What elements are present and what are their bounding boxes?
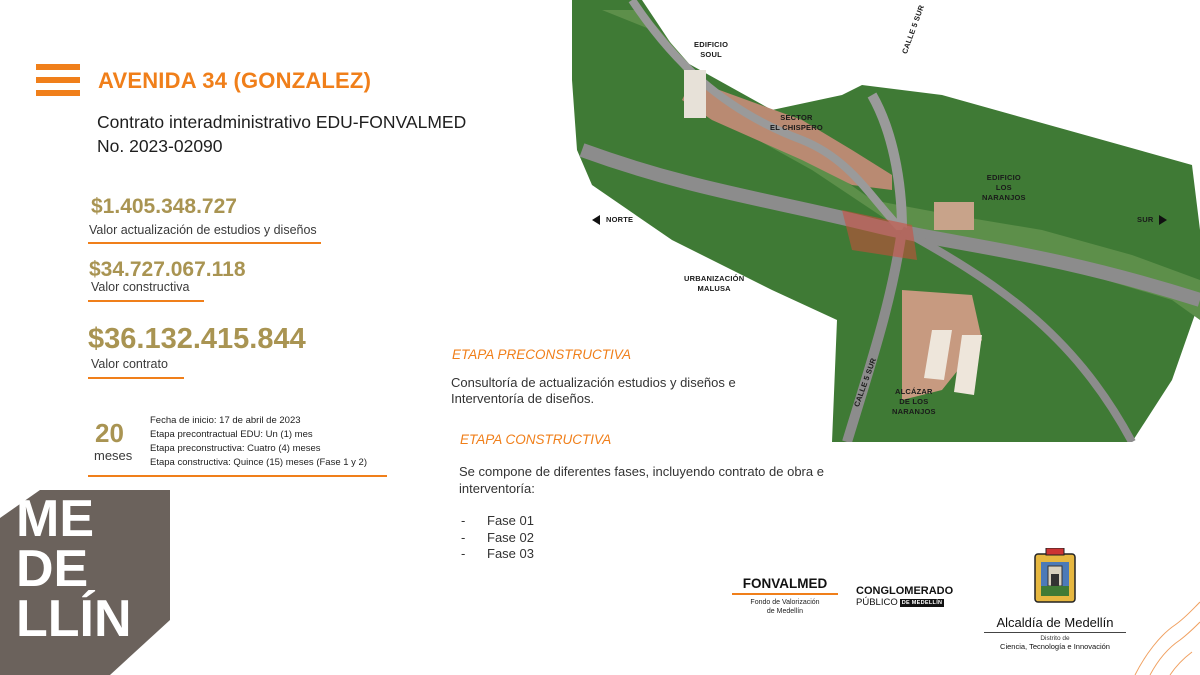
map-label-norte: NORTE bbox=[592, 215, 633, 225]
contract-line-1: Contrato interadministrativo EDU-FONVALMED bbox=[97, 112, 467, 132]
map-label-alcazar: ALCÁZAR DE LOS NARANJOS bbox=[892, 387, 936, 416]
map-label-sur: SUR bbox=[1137, 215, 1167, 225]
contract-number bbox=[97, 110, 517, 158]
page-title: AVENIDA 34 (GONZALEZ) bbox=[98, 68, 372, 93]
schedule-item: Etapa constructiva: Quince (15) meses (Fase 1 y 2) bbox=[150, 457, 368, 468]
list-item: - Fase 02 bbox=[461, 529, 534, 545]
map-label-calle-top: CALLE 5 SUR bbox=[900, 3, 927, 56]
construction-value-label: Valor constructiva bbox=[91, 280, 190, 294]
map-label-soul: EDIFICIO SOUL bbox=[694, 40, 729, 59]
arrow-right-icon bbox=[1159, 215, 1167, 225]
alcaldia-logo-name: Alcaldía de Medellín bbox=[996, 615, 1114, 630]
construction-value-amount: $34.727.067.118 bbox=[89, 258, 246, 281]
fonvalmed-logo-name: FONVALMED bbox=[742, 576, 828, 591]
map-label-naranjos-building: EDIFICIO LOS NARANJOS bbox=[982, 173, 1026, 202]
divider bbox=[88, 242, 321, 244]
map-label-calle-bottom: CALLE 5 SUR bbox=[852, 356, 879, 409]
studies-value-label: Valor actualización de estudios y diseños bbox=[89, 223, 317, 237]
preconstruction-text: Consultoría de actualización estudios y diseños e Interventoría de diseños. bbox=[451, 375, 736, 406]
preconstruction-title: ETAPA PRECONSTRUCTIVA bbox=[452, 347, 632, 362]
construction-title: ETAPA CONSTRUCTIVA bbox=[460, 432, 612, 447]
studies-value-amount: $1.405.348.727 bbox=[91, 195, 237, 218]
map-label-chispero: SECTOR EL CHISPERO bbox=[770, 113, 823, 132]
contract-line-2: No. 2023-02090 bbox=[97, 136, 223, 156]
schedule-item: Fecha de inicio: 17 de abril de 2023 bbox=[150, 415, 301, 426]
medellin-logo-line: ME bbox=[16, 490, 94, 548]
schedule-item: Etapa precontractual EDU: Un (1) mes bbox=[150, 429, 313, 440]
duration-unit: meses bbox=[94, 448, 133, 463]
divider bbox=[88, 300, 204, 302]
fonvalmed-logo-bar bbox=[732, 593, 838, 595]
decorative-lines bbox=[1130, 600, 1200, 675]
medellin-logo-line: LLÍN bbox=[16, 590, 132, 648]
conglomerado-logo bbox=[856, 585, 968, 608]
coat-of-arms-icon bbox=[1032, 548, 1078, 608]
contract-value-amount: $36.132.415.844 bbox=[88, 323, 306, 355]
duration-number: 20 bbox=[95, 418, 124, 448]
conglomerado-logo-line: PÚBLICO DE MEDELLÍN bbox=[856, 597, 943, 608]
contract-value-label: Valor contrato bbox=[91, 357, 168, 371]
phase-list bbox=[461, 513, 534, 563]
divider bbox=[88, 377, 184, 379]
alcaldia-logo-subtitle: Ciencia, Tecnología e Innovación bbox=[1000, 642, 1110, 651]
medellin-logo bbox=[0, 490, 170, 675]
list-item: - Fase 01 bbox=[461, 513, 534, 528]
fonvalmed-logo bbox=[732, 576, 838, 616]
conglomerado-logo-line: CONGLOMERADO bbox=[856, 585, 954, 597]
alcaldia-logo-subtitle: Distrito de bbox=[984, 632, 1126, 642]
arrow-left-icon bbox=[592, 215, 600, 225]
list-item: - Fase 03 bbox=[461, 546, 534, 561]
schedule-list bbox=[150, 414, 367, 470]
construction-text: Se compone de diferentes fases, incluyendo contrato de obra e interventoría: bbox=[459, 464, 824, 496]
map-label-malusa: URBANIZACIÓN MALUSA bbox=[684, 274, 745, 293]
alcaldia-logo bbox=[984, 548, 1126, 651]
medellin-logo-line: DE bbox=[16, 540, 89, 598]
schedule-item: Etapa preconstructiva: Cuatro (4) meses bbox=[150, 443, 321, 454]
fonvalmed-logo-subtitle: Fondo de Valorización de Medellín bbox=[750, 599, 820, 615]
divider bbox=[88, 475, 387, 477]
hamburger-icon[interactable] bbox=[36, 64, 80, 96]
